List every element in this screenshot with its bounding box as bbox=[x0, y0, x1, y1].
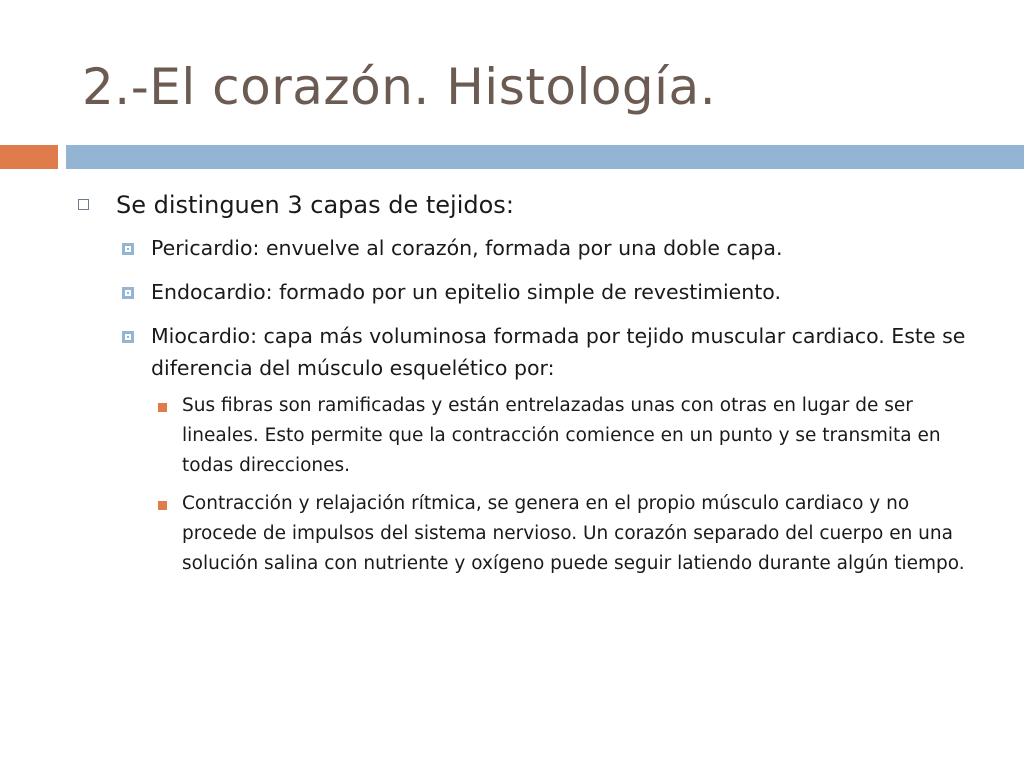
bullet-contraccion-ritmica: Contracción y relajación rítmica, se genera en el propio músculo cardiaco y no procede de impulsos del sistema nervioso. Un corazón separado del cuerpo en una solución salina con nutriente y oxígeno puede seguir latiendo durante algún tiempo. bbox=[182, 493, 965, 574]
hollow-square-bullet-icon bbox=[78, 199, 89, 210]
slide-title: 2.-El corazón. Histología. bbox=[82, 58, 717, 116]
filled-square-bullet-icon bbox=[158, 501, 167, 510]
title-rule-bar bbox=[66, 145, 1024, 169]
filled-square-bullet-icon bbox=[158, 403, 167, 412]
bullet-endocardio: Endocardio: formado por un epitelio simple de revestimiento. bbox=[151, 280, 782, 304]
bullet-pericardio: Pericardio: envuelve al corazón, formada por una doble capa. bbox=[151, 236, 783, 260]
square-bullet-icon bbox=[122, 243, 134, 255]
bullet-miocardio: Miocardio: capa más voluminosa formada por tejido muscular cardiaco. Este se diferencia del músculo esquelético por: bbox=[151, 324, 966, 380]
square-bullet-icon bbox=[122, 331, 134, 343]
accent-bar bbox=[0, 145, 58, 169]
bullet-level1-layers: Se distinguen 3 capas de tejidos: bbox=[116, 191, 514, 219]
bullet-fibras-ramificadas: Sus fibras son ramificadas y están entrelazadas unas con otras en lugar de ser lineales. Esto permite que la contracción comience en un punto y se transmita en todas direcciones. bbox=[182, 395, 941, 476]
square-bullet-icon bbox=[122, 287, 134, 299]
